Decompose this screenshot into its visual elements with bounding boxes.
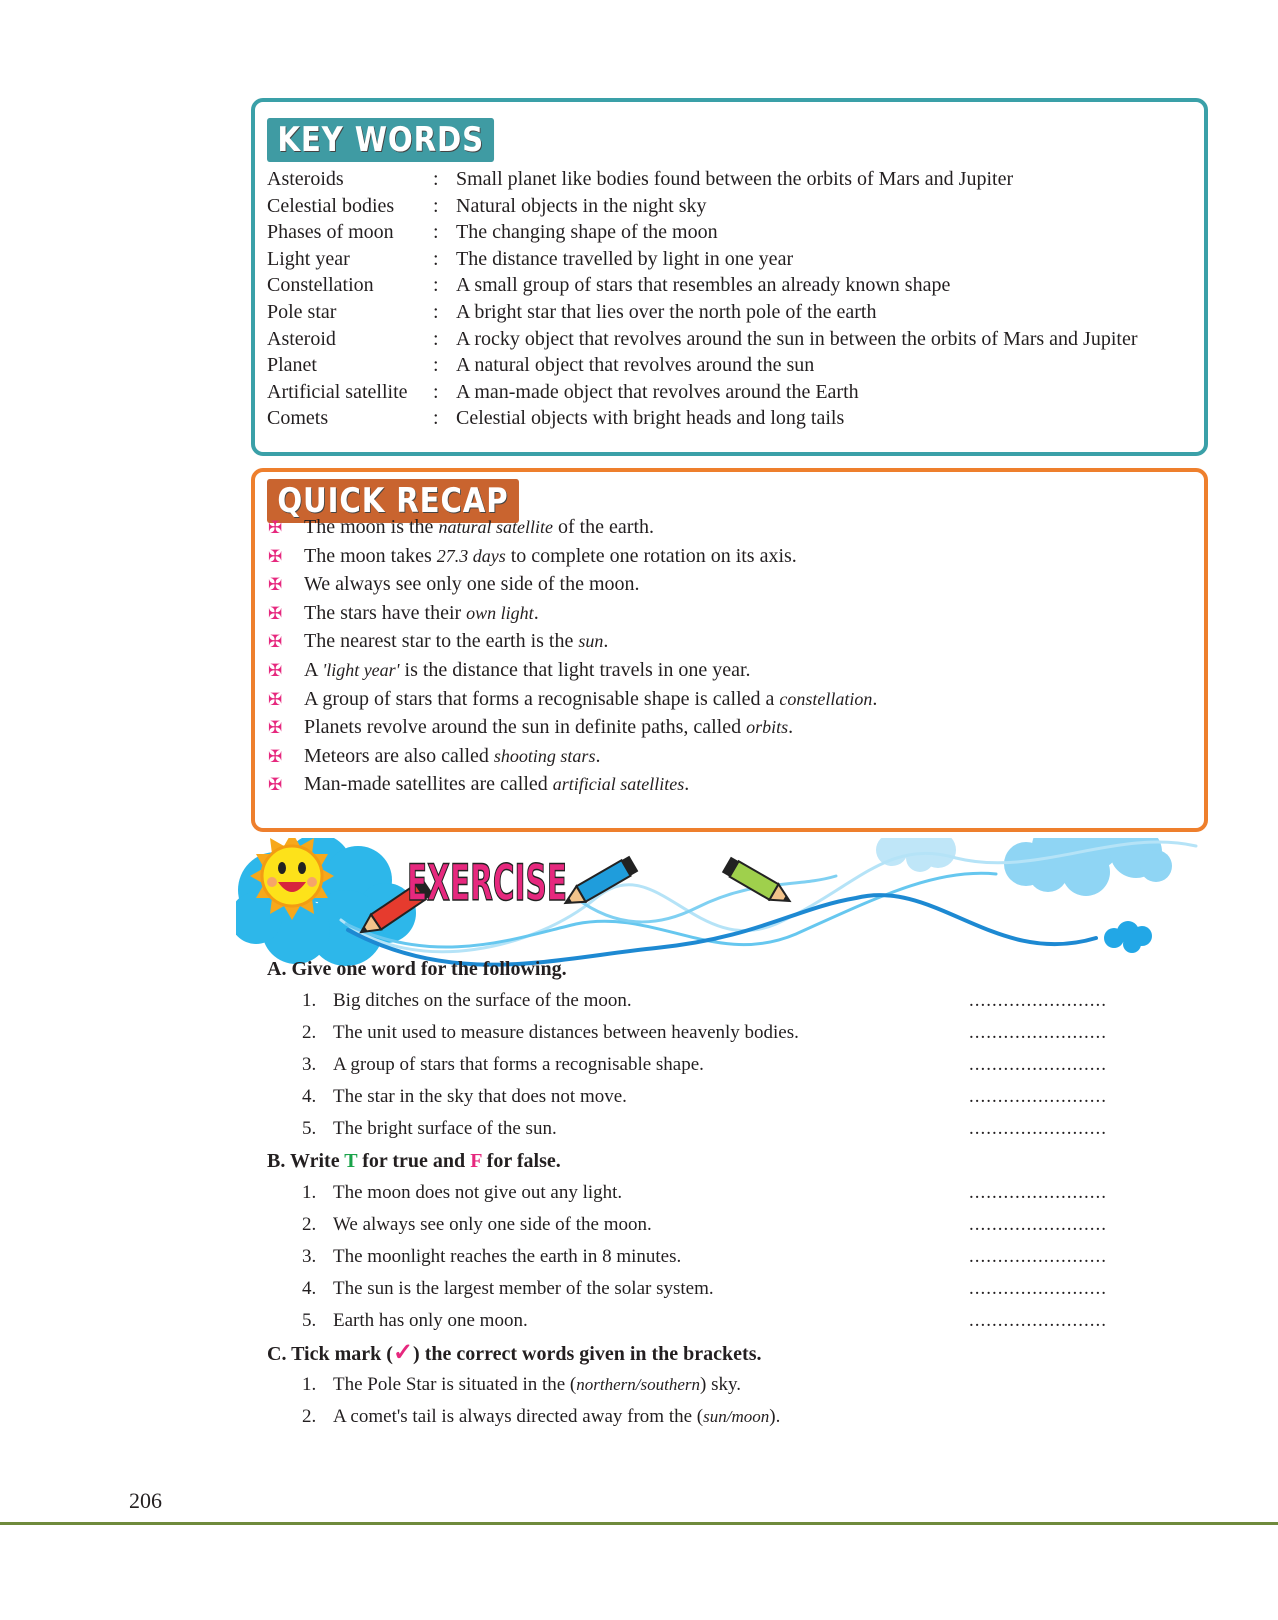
recap-text-post: is the distance that light travels in one year. xyxy=(399,659,751,681)
answer-blank: ........................ xyxy=(969,1118,1107,1139)
key-word-separator: : xyxy=(433,301,439,323)
question-options: northern/southern xyxy=(576,1375,700,1394)
recap-text-emphasis: 27.3 days xyxy=(436,545,506,566)
key-word-term: Celestial bodies xyxy=(267,194,395,217)
question-number: 1. xyxy=(302,1182,317,1203)
cross-bullet-icon: ✠ xyxy=(268,603,283,623)
key-word-definition: The changing shape of the moon xyxy=(456,221,718,244)
recap-text-emphasis: shooting stars xyxy=(493,745,596,766)
question-text: A group of stars that forms a recognisable shape. xyxy=(333,1054,704,1075)
key-word-definition: A rocky object that revolves around the sun in between the orbits of Mars and Jupiter xyxy=(456,327,1138,350)
key-word-term: Pole star xyxy=(267,301,337,323)
recap-text-emphasis: sun xyxy=(578,631,604,652)
recap-text xyxy=(304,542,797,571)
recap-text-pre: Planets revolve around the sun in definite paths, called xyxy=(304,716,747,739)
question-text: The sun is the largest member of the solar system. xyxy=(333,1278,714,1299)
question-number: 3. xyxy=(302,1054,317,1075)
question-row xyxy=(302,1307,1137,1335)
question-number: 3. xyxy=(302,1246,317,1267)
question-number: 1. xyxy=(302,1374,317,1395)
key-word-separator: : xyxy=(433,194,439,217)
question-text: The moonlight reaches the earth in 8 minutes. xyxy=(333,1246,682,1267)
question-text xyxy=(333,1371,741,1399)
recap-text-post: of the earth. xyxy=(552,516,655,538)
question-number: 5. xyxy=(302,1118,317,1139)
key-word-term: Light year xyxy=(267,247,350,270)
question-text-pre: A comet's tail is always directed away from the ( xyxy=(333,1406,704,1427)
section-a-heading: A. Give one word for the following. xyxy=(267,958,567,980)
key-word-separator: : xyxy=(433,247,439,270)
cross-bullet-icon: ✠ xyxy=(268,546,283,566)
key-word-definition: Natural objects in the night sky xyxy=(456,194,707,217)
recap-text-post: . xyxy=(872,687,878,710)
cloud-icon xyxy=(1104,921,1152,953)
recap-text xyxy=(304,513,654,542)
question-number: 4. xyxy=(302,1086,317,1107)
key-word-definition: The distance travelled by light in one year xyxy=(456,247,794,270)
recap-text-pre: A group of stars that forms a recognisable shape is called a xyxy=(304,687,780,710)
cross-bullet-icon: ✠ xyxy=(268,746,283,766)
exercise-title: EXERCISE xyxy=(407,854,567,912)
question-text: The moon does not give out any light. xyxy=(333,1182,623,1203)
question-text xyxy=(333,1403,780,1431)
answer-blank: ........................ xyxy=(969,1054,1107,1075)
recap-text-pre: The stars have their xyxy=(304,601,467,624)
footer-rule xyxy=(0,1522,1278,1525)
cloud-icon xyxy=(1004,838,1172,896)
cross-bullet-icon: ✠ xyxy=(268,689,283,709)
question-row xyxy=(302,1275,1137,1303)
recap-text-pre: The moon takes xyxy=(304,544,437,567)
question-text: We always see only one side of the moon. xyxy=(333,1214,652,1235)
pencil-icon xyxy=(561,856,638,911)
question-row xyxy=(302,1115,1137,1143)
recap-text-pre: Man-made satellites are called xyxy=(304,773,553,796)
question-number: 4. xyxy=(302,1278,317,1299)
recap-text-emphasis: own light xyxy=(466,602,534,623)
question-text-post: ). xyxy=(769,1406,781,1427)
recap-text-pre: The moon is the xyxy=(304,516,439,538)
question-row xyxy=(302,1243,1137,1271)
recap-text xyxy=(304,656,751,685)
question-text: Earth has only one moon. xyxy=(333,1310,528,1331)
recap-text-post: to complete one rotation on its axis. xyxy=(505,544,797,567)
recap-text xyxy=(304,713,793,742)
key-word-separator: : xyxy=(433,327,439,350)
key-word-term: Constellation xyxy=(267,274,374,297)
recap-text-post: . xyxy=(788,716,794,739)
question-row xyxy=(302,1051,1137,1079)
answer-blank: ........................ xyxy=(969,1214,1107,1235)
key-word-definition: Celestial objects with bright heads and long tails xyxy=(456,407,845,430)
recap-text-pre: A xyxy=(304,659,323,681)
page-number: 206 xyxy=(129,1488,162,1513)
cross-bullet-icon: ✠ xyxy=(268,718,283,738)
recap-text-pre: Meteors are also called xyxy=(304,744,494,767)
key-word-term: Planet xyxy=(267,354,317,377)
question-row xyxy=(302,1083,1137,1111)
question-text: Big ditches on the surface of the moon. xyxy=(333,990,632,1011)
question-row xyxy=(302,1403,1137,1431)
question-row xyxy=(302,1371,1137,1399)
key-word-definition: A bright star that lies over the north pole of the earth xyxy=(456,301,877,323)
answer-blank: ........................ xyxy=(969,1182,1107,1203)
key-word-definition: Small planet like bodies found between the orbits of Mars and Jupiter xyxy=(456,168,1014,190)
key-word-term: Artificial satellite xyxy=(267,380,408,403)
recap-text-post: . xyxy=(684,773,690,796)
recap-text-post: . xyxy=(533,601,539,624)
question-number: 5. xyxy=(302,1310,317,1331)
key-word-definition: A man-made object that revolves around the Earth xyxy=(456,380,859,403)
question-number: 2. xyxy=(302,1022,317,1043)
question-text-post: ) sky. xyxy=(700,1374,741,1395)
cross-bullet-icon: ✠ xyxy=(268,518,283,537)
key-word-separator: : xyxy=(433,221,439,244)
section-c-heading: C. Tick mark (✓) the correct words given in the brackets. xyxy=(267,1340,762,1366)
question-text: The star in the sky that does not move. xyxy=(333,1086,627,1107)
question-number: 1. xyxy=(302,990,317,1011)
key-word-separator: : xyxy=(433,354,439,377)
cross-bullet-icon: ✠ xyxy=(268,632,283,652)
cross-bullet-icon: ✠ xyxy=(268,575,283,595)
key-word-term: Phases of moon xyxy=(267,221,394,244)
question-options: sun/moon xyxy=(703,1407,770,1426)
quick-recap-title: QUICK RECAP xyxy=(267,479,519,523)
true-letter: T xyxy=(344,1150,358,1172)
key-word-separator: : xyxy=(433,168,439,190)
question-text: The bright surface of the sun. xyxy=(333,1118,557,1139)
key-word-term: Asteroids xyxy=(267,168,344,190)
recap-text xyxy=(304,570,640,599)
recap-text xyxy=(304,742,600,771)
answer-blank: ........................ xyxy=(969,1278,1107,1299)
recap-text-pre: We always see only one side of the moon. xyxy=(304,573,640,596)
key-word-definition: A natural object that revolves around the sun xyxy=(456,354,815,377)
key-word-term: Asteroid xyxy=(267,327,336,350)
recap-text-emphasis: orbits xyxy=(746,717,789,738)
answer-blank: ........................ xyxy=(969,1310,1107,1331)
question-text: The unit used to measure distances between heavenly bodies. xyxy=(333,1022,799,1043)
answer-blank: ........................ xyxy=(969,1086,1107,1107)
recap-text-post: . xyxy=(595,744,601,767)
recap-text xyxy=(304,770,689,799)
key-word-term: Comets xyxy=(267,407,329,430)
recap-text xyxy=(304,685,877,714)
answer-blank: ........................ xyxy=(969,1022,1107,1043)
false-letter: F xyxy=(470,1150,482,1172)
recap-text-post: . xyxy=(603,630,609,653)
recap-text-emphasis: natural satellite xyxy=(438,517,553,537)
recap-text-pre: The nearest star to the earth is the xyxy=(304,630,579,653)
question-text-pre: The Pole Star is situated in the ( xyxy=(333,1374,577,1395)
recap-text xyxy=(304,627,608,656)
cross-bullet-icon: ✠ xyxy=(268,775,283,795)
question-row xyxy=(302,1179,1137,1207)
answer-blank: ........................ xyxy=(969,990,1107,1011)
key-word-definition: A small group of stars that resembles an already known shape xyxy=(456,274,951,297)
tick-icon: ✓ xyxy=(392,1340,414,1366)
answer-blank: ........................ xyxy=(969,1246,1107,1267)
recap-text-emphasis: 'light year' xyxy=(322,660,400,680)
recap-text xyxy=(304,599,539,628)
section-b-heading: B. Write T for true and F for false. xyxy=(267,1150,561,1172)
key-words-title: KEY WORDS xyxy=(267,118,494,162)
key-word-separator: : xyxy=(433,407,439,430)
key-word-separator: : xyxy=(433,274,439,297)
question-row xyxy=(302,987,1137,1015)
question-number: 2. xyxy=(302,1406,317,1427)
question-row xyxy=(302,1019,1137,1047)
question-row xyxy=(302,1211,1137,1239)
recap-text-emphasis: artificial satellites xyxy=(552,774,685,795)
cross-bullet-icon: ✠ xyxy=(268,661,283,680)
question-number: 2. xyxy=(302,1214,317,1235)
key-word-separator: : xyxy=(433,380,439,403)
recap-text-emphasis: constellation xyxy=(779,688,873,709)
